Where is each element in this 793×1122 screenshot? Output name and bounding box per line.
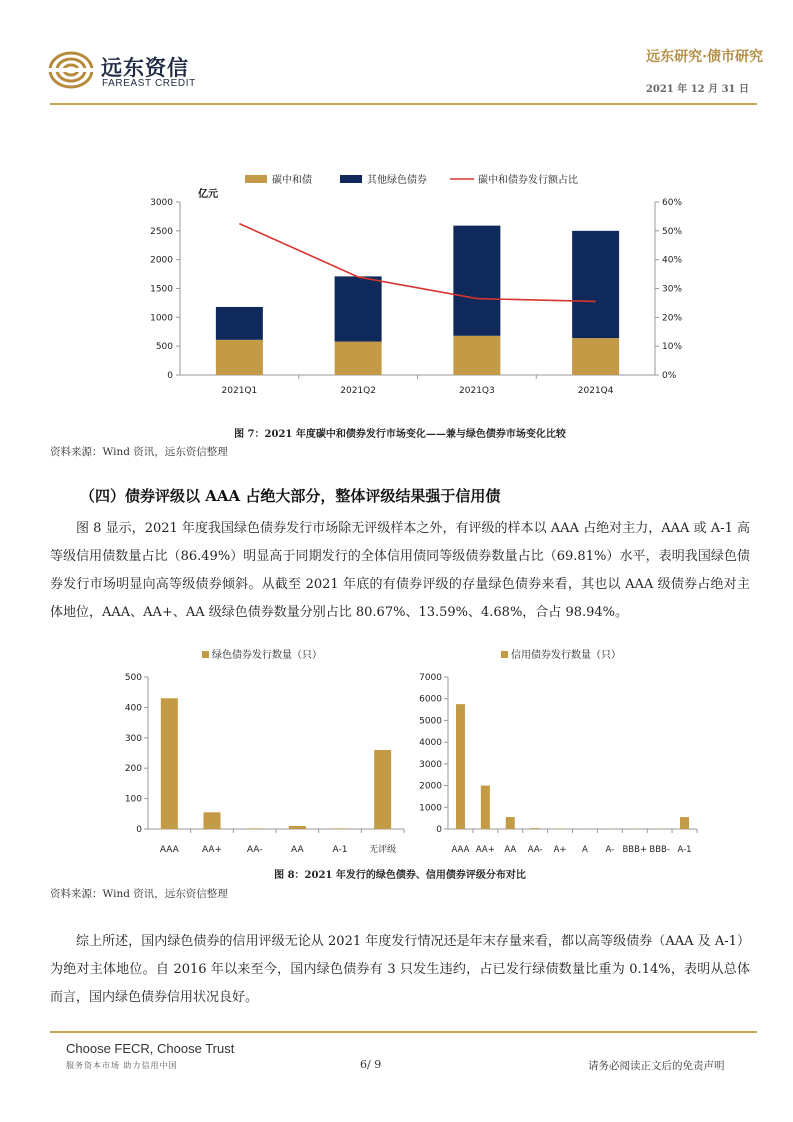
line-carbon-neutral-share [239,224,595,302]
y-tick-label: 7000 [419,673,442,683]
y-tick-label: 5000 [419,716,442,727]
y-tick-label: 0 [436,825,442,835]
x-tick-label: AAA [159,845,179,855]
bar-other-green-2021Q2 [335,276,382,341]
bar-AAA [161,698,178,829]
y-tick-label: 300 [124,733,142,744]
legend-label-0: 碳中和债 [272,175,312,186]
logo-name-en: FAREAST CREDIT [102,78,196,89]
x-tick-label: BBB- [649,845,670,855]
right-tick-label: 40% [662,255,683,266]
x-tick-label: 2021Q3 [459,386,495,396]
x-tick-label: BBB+ [622,845,648,855]
bar-AA [506,817,515,829]
right-tick-label: 50% [662,226,683,237]
footer-slogan: 服务资本市场 助力信用中国 [66,1061,178,1070]
legend-label: 信用债券发行数量（只） [511,650,621,661]
right-tick-label: 10% [662,342,683,353]
conclusion-paragraph [50,928,750,1012]
x-tick-label: AA- [246,845,263,855]
y-tick-label: 0 [136,825,142,835]
x-tick-label: AAA [451,845,470,855]
figure8-credit-bond-chart [415,640,715,860]
x-tick-label: 2021Q1 [221,386,258,396]
bar-AAA [456,704,465,829]
legend-swatch-1 [340,175,362,183]
bar-other-green-2021Q1 [216,307,263,340]
left-tick-label: 3000 [150,198,173,208]
bar-other-green-2021Q3 [453,226,500,336]
left-tick-label: 2500 [150,226,173,237]
logo-name-cn: 远东资信 [101,56,189,80]
bar-carbon-neutral-2021Q3 [453,336,500,375]
right-tick-label: 0% [662,371,677,381]
report-date: 2021 年 12 月 31 日 [645,84,749,95]
x-tick-label: A-1 [332,845,348,855]
figure8-caption: 图 8：2021 年发行的绿色债券、信用债券评级分布对比 [274,870,526,881]
section-paragraph [50,515,750,627]
bar-AA- [531,828,540,829]
bar-A-1 [332,828,349,829]
footer-divider [50,1031,757,1033]
y-tick-label: 3000 [419,759,442,770]
legend-swatch-0 [245,175,267,183]
report-title: 远东研究·债市研究 [646,49,763,65]
bar-other-green-2021Q4 [572,231,619,338]
right-tick-label: 30% [662,284,683,295]
logo-mark-icon [48,50,94,90]
x-tick-label: AA- [527,845,543,855]
x-tick-label: 2021Q2 [340,386,376,396]
bar-无评级 [374,750,391,829]
bar-carbon-neutral-2021Q4 [572,338,619,375]
x-tick-label: 无评级 [369,845,397,855]
figure7-caption: 图 7：2021 年度碳中和债券发行市场变化——兼与绿色债券市场变化比较 [234,429,566,440]
bar-carbon-neutral-2021Q1 [216,340,263,375]
bar-AA+ [481,786,490,829]
bar-AA [289,826,306,829]
x-tick-label: A+ [553,845,567,855]
legend-label-2: 碳中和债券发行额占比 [478,175,578,186]
header-divider [50,103,757,105]
left-tick-label: 2000 [150,255,173,266]
legend-label: 绿色债券发行数量（只） [212,650,322,661]
y-tick-label: 6000 [419,694,442,705]
legend-label-1: 其他绿色债券 [367,175,427,186]
left-tick-label: 500 [155,342,173,353]
right-tick-label: 20% [662,313,683,324]
figure7-chart [120,165,683,405]
section-paragraph-text: 图 8 显示，2021 年度我国绿色债券发行市场除无评级样本之外，有评级的样本以 AAA 占绝对主力，AAA 或 A-1 高等级信用债数量占比（86.49%）明显高于同期发行的全体信用债同等级债券数量占比（69.81%）水平，表明我国绿色债券发行市场明显向高等级债券倾斜。从截至 2021 年底的有债券评级的存量绿色债券来看，其也以 AAA 级债券占绝对主体地位，AAA、AA+、AA 级绿色债券数量分别占比 80.67%、13.59%、4.68%，合占 98.94%。 [50,521,750,620]
section-heading: （四）债券评级以 AAA 占绝大部分，整体评级结果强于信用债 [80,487,501,505]
bar-AA+ [204,812,221,829]
page-number: 6/ 9 [360,1058,382,1071]
figure8-source: 资料来源：Wind 资讯，远东资信整理 [50,888,228,900]
left-tick-label: 1000 [150,313,173,324]
bar-A-1 [680,817,689,829]
bar-AA- [246,828,263,829]
legend-swatch [202,651,209,658]
y-tick-label: 2000 [419,781,442,792]
x-tick-label: AA [504,845,517,855]
y-tick-label: 4000 [419,738,442,749]
left-tick-label: 0 [167,371,173,381]
y-tick-label: 500 [124,673,142,683]
x-tick-label: AA+ [201,845,223,855]
y-tick-label: 200 [124,764,142,775]
legend-swatch [501,651,508,658]
x-tick-label: 2021Q4 [577,386,614,396]
bar-carbon-neutral-2021Q2 [335,342,382,375]
right-tick-label: 60% [662,198,683,208]
unit-label: 亿元 [198,189,218,200]
x-tick-label: AA+ [475,845,495,855]
conclusion-paragraph-text: 综上所述，国内绿色债券的信用评级无论从 2021 年度发行情况还是年末存量来看，都以高等级债券（AAA 及 A-1）为绝对主体地位。自 2016 年以来至今，国内绿色债券有 3 只发生违约，占已发行绿债数量比重为 0.14%，表明从总体而言，国内绿色债券信用状况良好。 [50,934,750,1005]
footer-brand: Choose FECR, Choose Trust [66,1041,235,1056]
y-tick-label: 100 [124,794,142,805]
figure8-green-bond-chart [110,640,410,860]
figure7-source: 资料来源：Wind 资讯，远东资信整理 [50,446,228,458]
footer-disclaimer: 请务必阅读正文后的免责声明 [588,1060,725,1072]
x-tick-label: AA [291,845,304,855]
y-tick-label: 400 [124,703,142,714]
x-tick-label: A- [605,845,615,855]
left-tick-label: 1500 [150,284,173,295]
y-tick-label: 1000 [419,803,442,814]
x-tick-label: A-1 [677,845,692,855]
x-tick-label: A [582,845,588,855]
